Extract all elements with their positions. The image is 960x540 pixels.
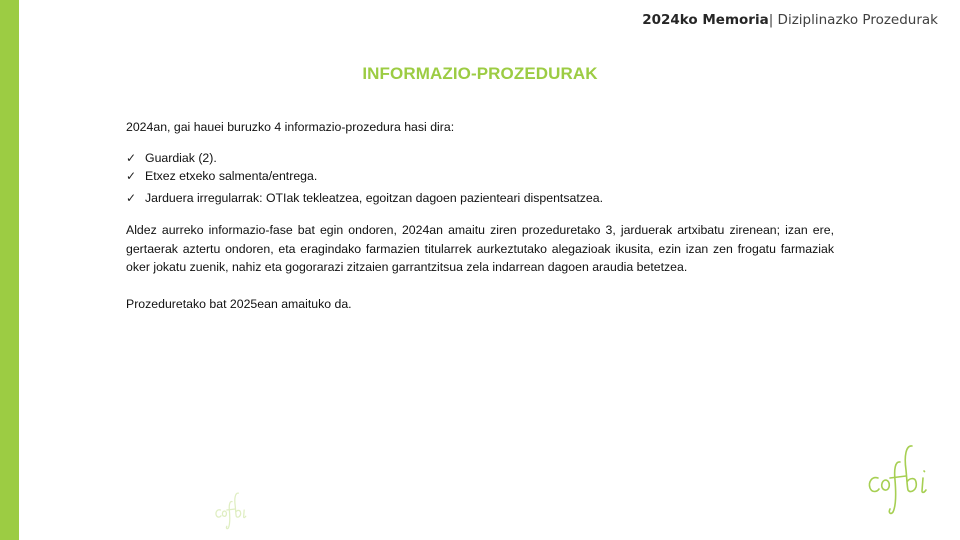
body-paragraph: Aldez aurreko informazio-fase bat egin ondoren, 2024an amaitu ziren prozeduretako 3, jarduerak artxibatu zirenean; izan ere, gertaerak aztertu ondoren, eta eragindako farmazien titularrek aurkeztutako alegazioak ikusita, ezin izan zen frogatu farmaziak oker jokatu zuenik, nahiz eta gogorarazi zitzaien garrantzitsua zela indarrean dagoen araudia betetzea. bbox=[126, 223, 834, 274]
main-content bbox=[126, 118, 834, 313]
list-item-text: Etxez etxeko salmenta/entrega. bbox=[145, 169, 318, 183]
cofbi-watermark bbox=[214, 490, 248, 534]
closing-text: Prozeduretako bat 2025ean amaituko da. bbox=[126, 296, 352, 311]
intro-text: 2024an, gai hauei buruzko 4 informazio-prozedura hasi dira: bbox=[126, 120, 455, 134]
list-item-text: Jarduera irregularrak: OTIak tekleatzea, egoitzan dagoen pazienteari dispentsatzea. bbox=[145, 190, 603, 205]
checkmark-icon: ✓ bbox=[126, 150, 137, 165]
list-item bbox=[126, 167, 834, 186]
cofbi-logo bbox=[866, 440, 930, 520]
header-subtitle: Diziplinazko Prozedurak bbox=[773, 12, 938, 28]
list-item-text: Guardiak (2). bbox=[145, 150, 217, 165]
header-separator: | bbox=[768, 12, 774, 28]
checkmark-icon: ✓ bbox=[126, 169, 137, 183]
checkmark-icon: ✓ bbox=[126, 190, 137, 205]
list-item bbox=[126, 149, 834, 168]
header-title: 2024ko Memoria bbox=[642, 12, 769, 28]
page-title: INFORMAZIO-PROZEDURAK bbox=[362, 64, 598, 83]
list-item bbox=[126, 189, 834, 208]
page-header bbox=[642, 12, 938, 28]
cofbi-watermark-graphic bbox=[214, 490, 248, 530]
cofbi-logo-graphic bbox=[866, 440, 930, 516]
check-list bbox=[126, 149, 834, 208]
